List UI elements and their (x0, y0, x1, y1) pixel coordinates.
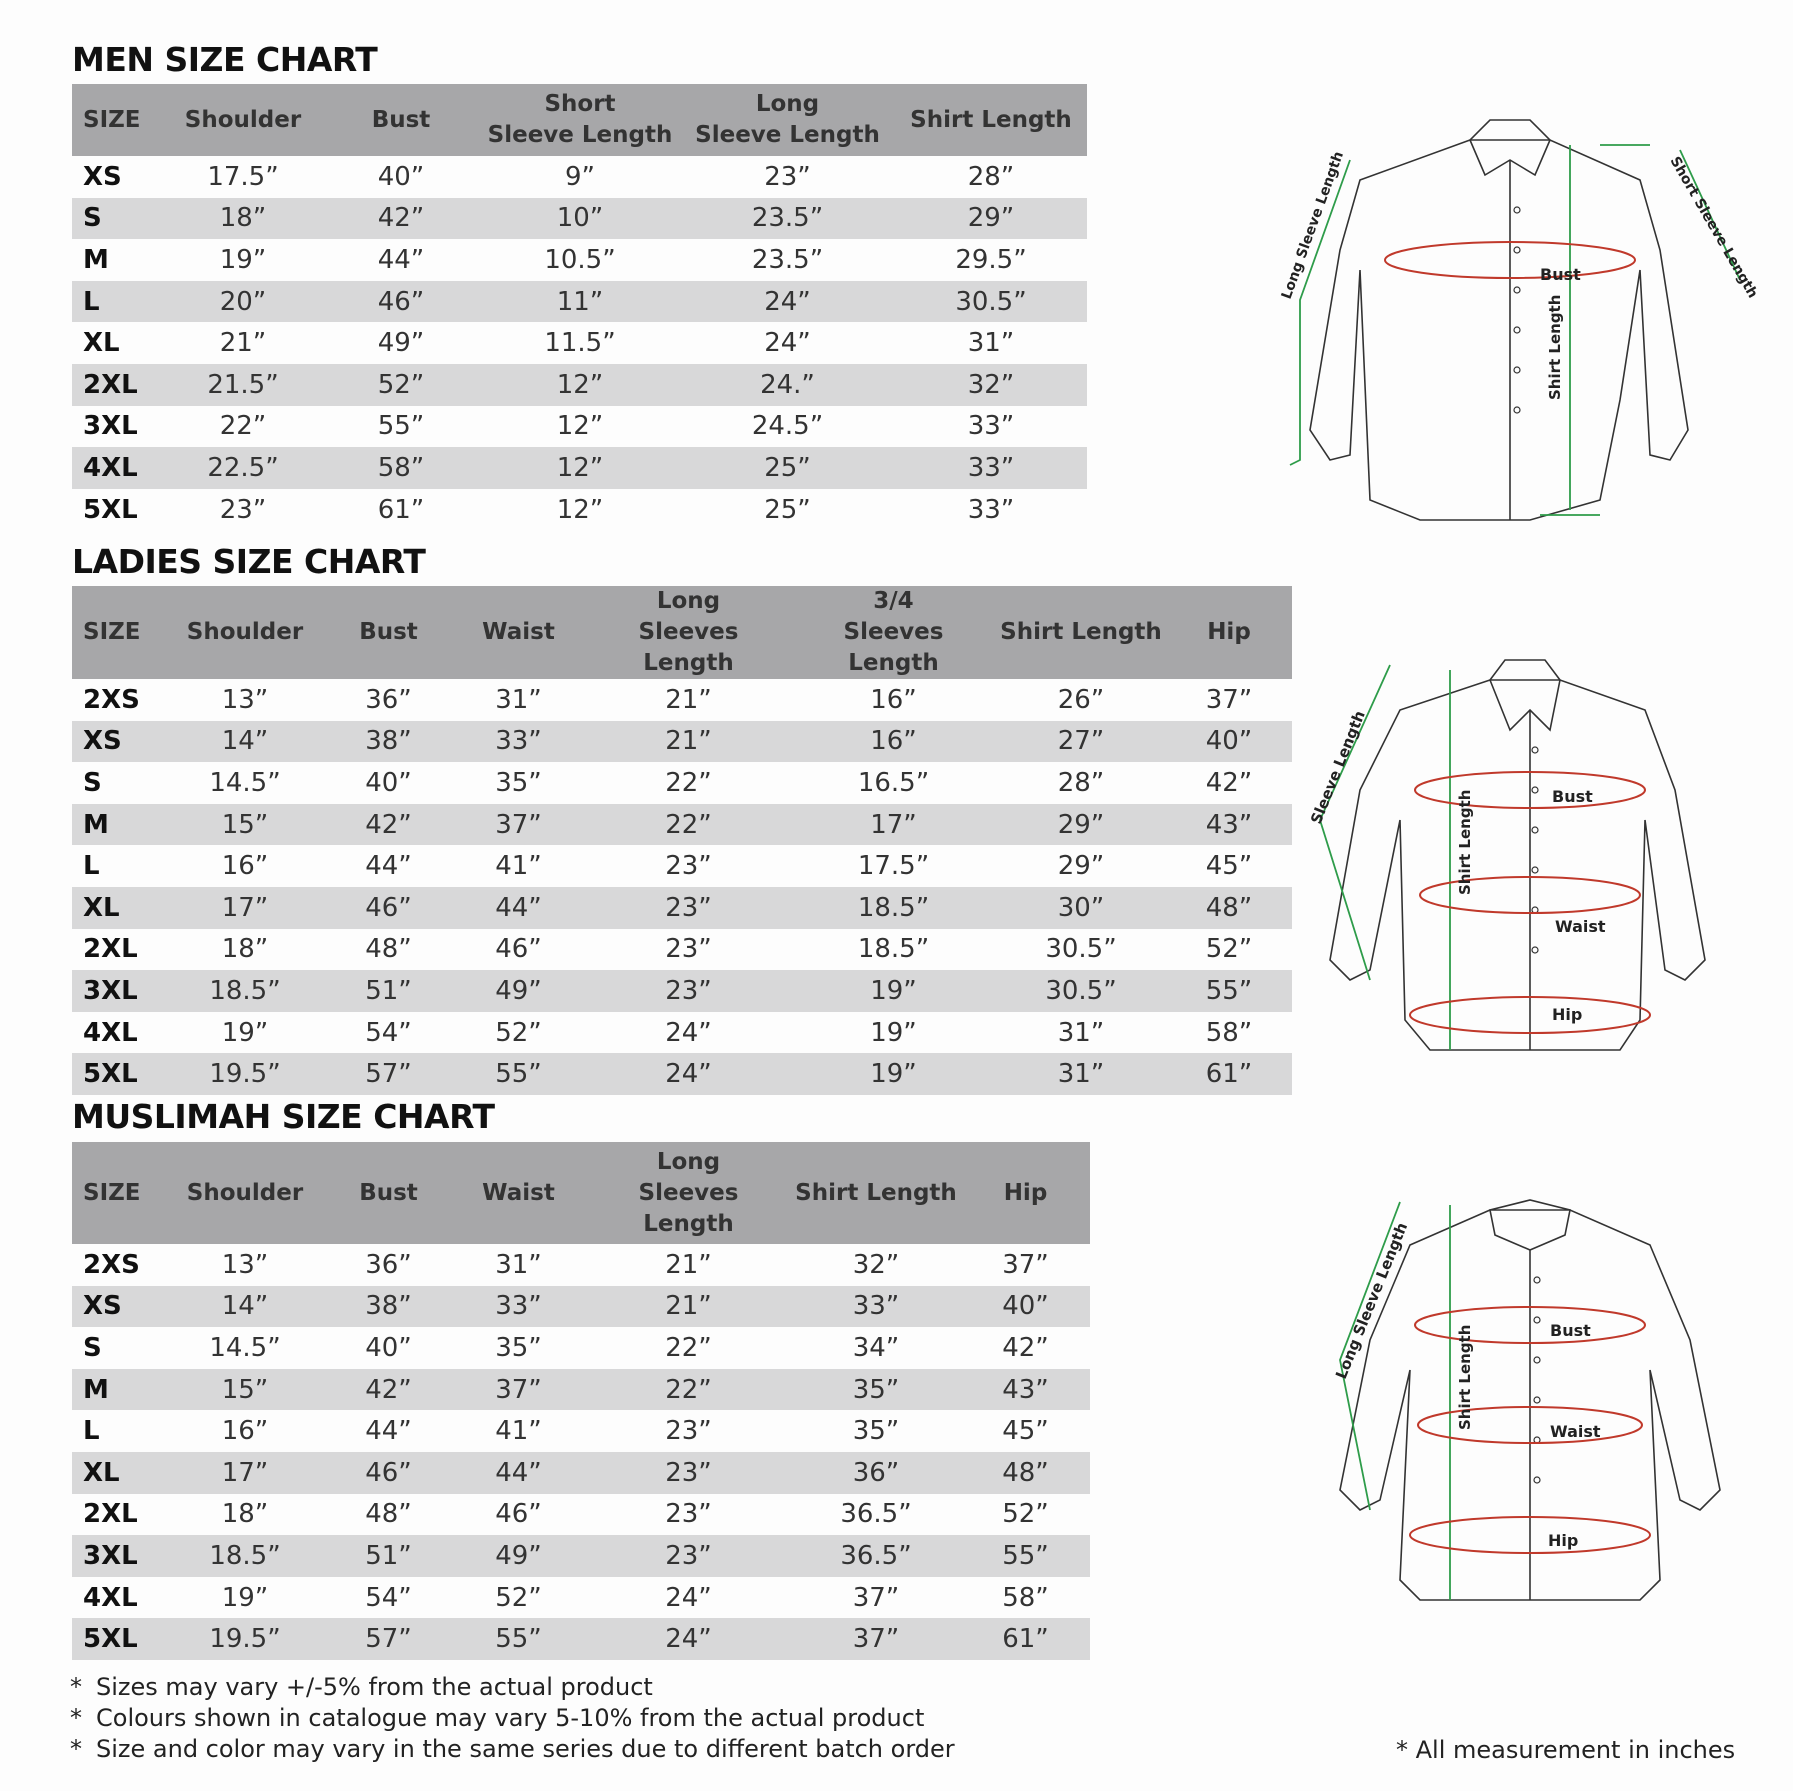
size-cell: 2XL (72, 364, 164, 406)
size-cell: 5XL (72, 1618, 164, 1660)
size-cell: XL (72, 322, 164, 364)
measurement-cell: 44” (451, 887, 586, 929)
table-row (72, 198, 1087, 240)
table-row (72, 447, 1087, 489)
measurement-cell: 52” (322, 364, 480, 406)
measurement-cell: 13” (164, 1244, 326, 1286)
size-cell: XS (72, 156, 164, 198)
measurement-cell: 61” (322, 489, 480, 531)
measurement-cell: 21” (586, 679, 791, 721)
measurement-cell: 52” (451, 1577, 586, 1619)
size-cell: 5XL (72, 489, 164, 531)
size-cell: 3XL (72, 406, 164, 448)
table-row (72, 887, 1292, 929)
measurement-cell: 23” (586, 845, 791, 887)
measurement-cell: 25” (680, 447, 895, 489)
measurement-cell: 55” (451, 1053, 586, 1095)
measurement-cell: 29” (895, 198, 1087, 240)
ladies-size-table (72, 586, 1292, 1095)
measurement-cell: 22” (586, 762, 791, 804)
measurement-cell: 30” (996, 887, 1166, 929)
measurement-cell: 27” (996, 721, 1166, 763)
ladies-shirt-illustration (1290, 640, 1770, 1070)
measurement-cell: 45” (1166, 845, 1292, 887)
measurement-cell: 13” (164, 679, 326, 721)
measurement-cell: 31” (895, 322, 1087, 364)
measurement-cell: 36” (326, 1244, 451, 1286)
measurement-cell: 17” (164, 1452, 326, 1494)
measurement-cell: 55” (961, 1535, 1090, 1577)
measurement-cell: 19” (791, 1053, 996, 1095)
measurement-cell: 14.5” (164, 762, 326, 804)
measurement-cell: 37” (791, 1618, 961, 1660)
muslimah-long-sleeve-label: Long Sleeve Length (1332, 1219, 1412, 1382)
measurement-cell: 19” (164, 1012, 326, 1054)
measurement-cell: 46” (451, 1494, 586, 1536)
table-row (72, 1286, 1090, 1328)
measurement-cell: 42” (326, 804, 451, 846)
measurement-cell: 48” (961, 1452, 1090, 1494)
size-cell: L (72, 1410, 164, 1452)
measurement-cell: 49” (322, 322, 480, 364)
muslimah-shirt-illustration (1300, 1180, 1770, 1610)
measurement-cell: 17” (164, 887, 326, 929)
ladies-column-header: 3/4 Sleeves Length (791, 586, 996, 679)
table-row (72, 804, 1292, 846)
size-cell: 3XL (72, 970, 164, 1012)
measurement-cell: 24” (586, 1053, 791, 1095)
ladies-column-header: Waist (451, 586, 586, 679)
measurement-cell: 18” (164, 1494, 326, 1536)
measurement-cell: 23.5” (680, 198, 895, 240)
size-cell: 4XL (72, 447, 164, 489)
measurement-cell: 23” (586, 1410, 791, 1452)
measurement-cell: 21” (164, 322, 322, 364)
measurement-cell: 23.5” (680, 239, 895, 281)
measurement-cell: 24” (586, 1012, 791, 1054)
size-cell: L (72, 281, 164, 323)
measurement-cell: 18.5” (791, 929, 996, 971)
note-bullet: * (70, 1735, 82, 1763)
measurement-cell: 19” (791, 970, 996, 1012)
measurement-cell: 23” (586, 1535, 791, 1577)
measurement-cell: 52” (1166, 929, 1292, 971)
measurement-cell: 12” (480, 406, 680, 448)
muslimah-column-header: Shirt Length (791, 1142, 961, 1244)
measurement-cell: 16” (791, 721, 996, 763)
measurement-cell: 31” (451, 1244, 586, 1286)
measurement-cell: 32” (791, 1244, 961, 1286)
measurement-cell: 12” (480, 364, 680, 406)
measurement-cell: 23” (164, 489, 322, 531)
measurement-cell: 28” (895, 156, 1087, 198)
measurement-cell: 22” (586, 804, 791, 846)
size-cell: S (72, 198, 164, 240)
measurement-cell: 16” (164, 1410, 326, 1452)
men-column-header: Shirt Length (895, 84, 1087, 156)
size-cell: L (72, 845, 164, 887)
muslimah-column-header: Hip (961, 1142, 1090, 1244)
measurement-cell: 38” (326, 1286, 451, 1328)
measurement-cell: 29.5” (895, 239, 1087, 281)
measurement-cell: 40” (961, 1286, 1090, 1328)
measurement-cell: 17” (791, 804, 996, 846)
table-row (72, 970, 1292, 1012)
measurement-cell: 61” (1166, 1053, 1292, 1095)
measurement-cell: 45” (961, 1410, 1090, 1452)
measurement-cell: 40” (322, 156, 480, 198)
measurement-cell: 33” (451, 1286, 586, 1328)
measurement-cell: 58” (961, 1577, 1090, 1619)
table-row (72, 1244, 1090, 1286)
measurement-cell: 44” (326, 1410, 451, 1452)
measurement-cell: 14” (164, 721, 326, 763)
measurement-cell: 48” (1166, 887, 1292, 929)
table-row (72, 1452, 1090, 1494)
ladies-column-header: SIZE (72, 586, 164, 679)
measurement-cell: 23” (586, 887, 791, 929)
measurement-cell: 36.5” (791, 1494, 961, 1536)
measurement-cell: 44” (326, 845, 451, 887)
measurement-cell: 18” (164, 198, 322, 240)
ladies-column-header: Shoulder (164, 586, 326, 679)
measurement-cell: 22” (164, 406, 322, 448)
measurement-cell: 57” (326, 1618, 451, 1660)
measurement-cell: 35” (791, 1369, 961, 1411)
measurement-cell: 23” (586, 929, 791, 971)
table-row (72, 156, 1087, 198)
table-row (72, 929, 1292, 971)
measurement-cell: 46” (451, 929, 586, 971)
measurement-cell: 42” (322, 198, 480, 240)
men-column-header: Long Sleeve Length (680, 84, 895, 156)
measurement-cell: 31” (996, 1053, 1166, 1095)
measurement-cell: 44” (451, 1452, 586, 1494)
table-row (72, 762, 1292, 804)
measurement-cell: 40” (1166, 721, 1292, 763)
measurement-cell: 61” (961, 1618, 1090, 1660)
muslimah-column-header: Waist (451, 1142, 586, 1244)
size-cell: XL (72, 1452, 164, 1494)
measurement-cell: 19.5” (164, 1618, 326, 1660)
measurement-cell: 30.5” (895, 281, 1087, 323)
table-row (72, 1618, 1090, 1660)
measurement-cell: 49” (451, 970, 586, 1012)
measurement-cell: 33” (895, 406, 1087, 448)
measurement-cell: 23” (586, 970, 791, 1012)
table-row (72, 489, 1087, 531)
size-cell: XS (72, 721, 164, 763)
table-row (72, 322, 1087, 364)
table-row (72, 1494, 1090, 1536)
muslimah-shirt-length-label: Shirt Length (1456, 1324, 1474, 1430)
muslimah-column-header: Bust (326, 1142, 451, 1244)
note-item (70, 1672, 955, 1703)
measurement-cell: 24” (680, 281, 895, 323)
measurement-cell: 58” (1166, 1012, 1292, 1054)
measurement-cell: 49” (451, 1535, 586, 1577)
measurement-cell: 22.5” (164, 447, 322, 489)
men-short-sleeve-label: Short Sleeve Length (1666, 154, 1761, 302)
muslimah-column-header: Long Sleeves Length (586, 1142, 791, 1244)
measurement-cell: 40” (326, 762, 451, 804)
measurement-cell: 30.5” (996, 970, 1166, 1012)
men-column-header: Bust (322, 84, 480, 156)
size-cell: 2XS (72, 1244, 164, 1286)
measurement-cell: 16.5” (791, 762, 996, 804)
size-cell: 2XS (72, 679, 164, 721)
measurement-cell: 24.5” (680, 406, 895, 448)
measurement-cell: 24.” (680, 364, 895, 406)
disclaimer-notes (70, 1672, 955, 1765)
measurement-cell: 43” (961, 1369, 1090, 1411)
muslimah-waist-label: Waist (1550, 1422, 1601, 1441)
measurement-cell: 29” (996, 804, 1166, 846)
measurement-cell: 10” (480, 198, 680, 240)
size-cell: M (72, 239, 164, 281)
size-cell: M (72, 1369, 164, 1411)
table-row (72, 1012, 1292, 1054)
measurement-cell: 33” (451, 721, 586, 763)
measurement-cell: 22” (586, 1327, 791, 1369)
measurement-cell: 11.5” (480, 322, 680, 364)
measurement-cell: 23” (586, 1452, 791, 1494)
measurement-cell: 55” (1166, 970, 1292, 1012)
ladies-bust-label: Bust (1552, 787, 1593, 806)
men-column-header: SIZE (72, 84, 164, 156)
measurement-cell: 19” (164, 1577, 326, 1619)
measurement-cell: 12” (480, 447, 680, 489)
measurement-cell: 18.5” (791, 887, 996, 929)
measurement-cell: 22” (586, 1369, 791, 1411)
measurement-footnote: * All measurement in inches (1396, 1736, 1736, 1764)
size-cell: M (72, 804, 164, 846)
measurement-cell: 24” (586, 1577, 791, 1619)
measurement-cell: 12” (480, 489, 680, 531)
table-row (72, 1053, 1292, 1095)
measurement-cell: 37” (961, 1244, 1090, 1286)
table-row (72, 1410, 1090, 1452)
measurement-cell: 17.5” (791, 845, 996, 887)
measurement-cell: 31” (996, 1012, 1166, 1054)
table-row (72, 845, 1292, 887)
measurement-cell: 16” (164, 845, 326, 887)
table-row (72, 1327, 1090, 1369)
table-row (72, 679, 1292, 721)
table-row (72, 364, 1087, 406)
ladies-sleeve-length-label: Sleeve Length (1307, 708, 1369, 827)
measurement-cell: 21” (586, 721, 791, 763)
table-row (72, 239, 1087, 281)
measurement-cell: 20” (164, 281, 322, 323)
measurement-cell: 25” (680, 489, 895, 531)
measurement-cell: 15” (164, 1369, 326, 1411)
measurement-cell: 19” (791, 1012, 996, 1054)
measurement-cell: 52” (961, 1494, 1090, 1536)
muslimah-chart-title: MUSLIMAH SIZE CHART (72, 1097, 495, 1136)
measurement-cell: 24” (680, 322, 895, 364)
measurement-cell: 41” (451, 845, 586, 887)
note-text: Colours shown in catalogue may vary 5-10% from the actual product (96, 1704, 925, 1732)
measurement-cell: 46” (326, 1452, 451, 1494)
note-text: Sizes may vary +/-5% from the actual product (96, 1673, 653, 1701)
table-row (72, 1577, 1090, 1619)
men-size-table (72, 84, 1087, 530)
measurement-cell: 43” (1166, 804, 1292, 846)
measurement-cell: 33” (791, 1286, 961, 1328)
ladies-chart-title: LADIES SIZE CHART (72, 542, 426, 581)
measurement-cell: 21” (586, 1244, 791, 1286)
measurement-cell: 32” (895, 364, 1087, 406)
measurement-cell: 24” (586, 1618, 791, 1660)
measurement-cell: 19” (164, 239, 322, 281)
muslimah-hip-label: Hip (1548, 1531, 1579, 1550)
measurement-cell: 37” (451, 804, 586, 846)
measurement-cell: 26” (996, 679, 1166, 721)
measurement-cell: 54” (326, 1577, 451, 1619)
measurement-cell: 30.5” (996, 929, 1166, 971)
measurement-cell: 18” (164, 929, 326, 971)
measurement-cell: 35” (791, 1410, 961, 1452)
note-item (70, 1703, 955, 1734)
measurement-cell: 55” (451, 1618, 586, 1660)
measurement-cell: 23” (680, 156, 895, 198)
measurement-cell: 44” (322, 239, 480, 281)
measurement-cell: 35” (451, 1327, 586, 1369)
measurement-cell: 35” (451, 762, 586, 804)
size-cell: S (72, 762, 164, 804)
men-column-header: Short Sleeve Length (480, 84, 680, 156)
measurement-cell: 21” (586, 1286, 791, 1328)
note-bullet: * (70, 1673, 82, 1701)
men-shirt-illustration (1270, 100, 1770, 530)
measurement-cell: 51” (326, 1535, 451, 1577)
measurement-cell: 36” (326, 679, 451, 721)
ladies-hip-label: Hip (1552, 1005, 1583, 1024)
measurement-cell: 37” (451, 1369, 586, 1411)
ladies-column-header: Hip (1166, 586, 1292, 679)
measurement-cell: 37” (1166, 679, 1292, 721)
measurement-cell: 48” (326, 1494, 451, 1536)
size-cell: 2XL (72, 1494, 164, 1536)
table-row (72, 281, 1087, 323)
muslimah-column-header: SIZE (72, 1142, 164, 1244)
measurement-cell: 19.5” (164, 1053, 326, 1095)
note-text: Size and color may vary in the same series due to different batch order (96, 1735, 955, 1763)
size-cell: 2XL (72, 929, 164, 971)
size-cell: XS (72, 1286, 164, 1328)
muslimah-bust-label: Bust (1550, 1321, 1591, 1340)
men-bust-label: Bust (1540, 265, 1581, 284)
table-row (72, 721, 1292, 763)
measurement-cell: 51” (326, 970, 451, 1012)
measurement-cell: 11” (480, 281, 680, 323)
note-item (70, 1734, 955, 1765)
measurement-cell: 58” (322, 447, 480, 489)
ladies-column-header: Long Sleeves Length (586, 586, 791, 679)
ladies-column-header: Bust (326, 586, 451, 679)
size-cell: 4XL (72, 1012, 164, 1054)
measurement-cell: 52” (451, 1012, 586, 1054)
measurement-cell: 36.5” (791, 1535, 961, 1577)
size-cell: XL (72, 887, 164, 929)
measurement-cell: 29” (996, 845, 1166, 887)
measurement-cell: 42” (1166, 762, 1292, 804)
men-chart-title: MEN SIZE CHART (72, 40, 378, 79)
size-cell: 4XL (72, 1577, 164, 1619)
measurement-cell: 10.5” (480, 239, 680, 281)
measurement-cell: 17.5” (164, 156, 322, 198)
measurement-cell: 46” (326, 887, 451, 929)
table-row (72, 406, 1087, 448)
measurement-cell: 37” (791, 1577, 961, 1619)
measurement-cell: 40” (326, 1327, 451, 1369)
men-column-header: Shoulder (164, 84, 322, 156)
table-row (72, 1535, 1090, 1577)
measurement-cell: 14.5” (164, 1327, 326, 1369)
measurement-cell: 38” (326, 721, 451, 763)
muslimah-size-table (72, 1142, 1090, 1660)
measurement-cell: 57” (326, 1053, 451, 1095)
measurement-cell: 18.5” (164, 970, 326, 1012)
measurement-cell: 23” (586, 1494, 791, 1536)
measurement-cell: 21.5” (164, 364, 322, 406)
measurement-cell: 42” (961, 1327, 1090, 1369)
measurement-cell: 9” (480, 156, 680, 198)
measurement-cell: 18.5” (164, 1535, 326, 1577)
measurement-cell: 48” (326, 929, 451, 971)
ladies-shirt-length-label: Shirt Length (1456, 789, 1474, 895)
measurement-cell: 33” (895, 489, 1087, 531)
ladies-waist-label: Waist (1555, 917, 1606, 936)
muslimah-column-header: Shoulder (164, 1142, 326, 1244)
measurement-cell: 42” (326, 1369, 451, 1411)
measurement-cell: 14” (164, 1286, 326, 1328)
measurement-cell: 46” (322, 281, 480, 323)
men-shirt-length-label: Shirt Length (1546, 294, 1564, 400)
measurement-cell: 28” (996, 762, 1166, 804)
size-cell: 5XL (72, 1053, 164, 1095)
measurement-cell: 41” (451, 1410, 586, 1452)
size-cell: 3XL (72, 1535, 164, 1577)
measurement-cell: 55” (322, 406, 480, 448)
measurement-cell: 31” (451, 679, 586, 721)
size-cell: S (72, 1327, 164, 1369)
measurement-cell: 54” (326, 1012, 451, 1054)
measurement-cell: 34” (791, 1327, 961, 1369)
measurement-cell: 15” (164, 804, 326, 846)
note-bullet: * (70, 1704, 82, 1732)
measurement-cell: 33” (895, 447, 1087, 489)
measurement-cell: 16” (791, 679, 996, 721)
ladies-column-header: Shirt Length (996, 586, 1166, 679)
men-long-sleeve-label: Long Sleeve Length (1278, 149, 1348, 302)
measurement-cell: 36” (791, 1452, 961, 1494)
table-row (72, 1369, 1090, 1411)
